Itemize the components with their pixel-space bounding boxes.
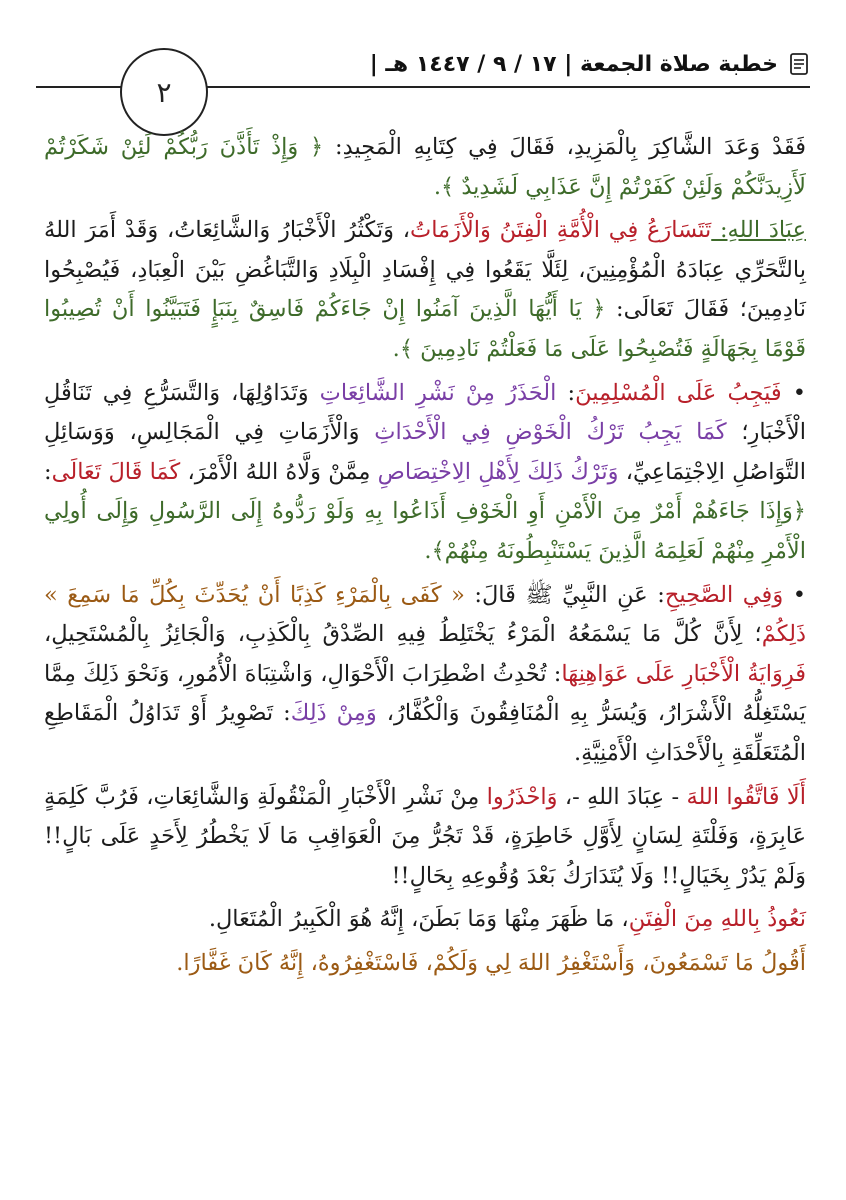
- emphasis-text: الْحَذَرُ مِنْ نَشْرِ الشَّائِعَاتِ: [319, 379, 557, 406]
- emphasis-text: تَتَسَارَعُ فِي الْأُمَّةِ الْفِتَنُ وَالْأَزَمَاتُ: [410, 217, 712, 244]
- hadith-quote: « كَفَى بِالْمَرْءِ كَذِبًا أَنْ يُحَدِّثَ بِكُلِّ مَا سَمِعَ »: [44, 581, 465, 608]
- quran-verse: ﴿ يَا أَيُّهَا الَّذِينَ آمَنُوا إِنْ جَاءَكُمْ فَاسِقٌ بِنَبَإٍ فَتَبَيَّنُوا أَنْ تُصِيبُوا قَوْمًا بِجَهَالَةٍ فَتُصْبِحُوا عَلَى مَا فَعَلْتُمْ نَادِمِينَ ﴾.: [44, 296, 806, 362]
- quran-verse: ﴿وَإِذَا جَاءَهُمْ أَمْرٌ مِنَ الْأَمْنِ أَوِ الْخَوْفِ أَذَاعُوا بِهِ وَلَوْ رَدُّوهُ إِلَى الرَّسُولِ وَإِلَى أُولِي الْأَمْرِ مِنْهُمْ لَعَلِمَهُ الَّذِينَ يَسْتَنْبِطُونَهُ مِنْهُمْ﴾.: [44, 498, 806, 564]
- paragraph-5: [44, 778, 806, 897]
- text: ، وَتَكْثُرُ الْأَخْبَارُ وَالشَّائِعَاتُ، وَقَدْ أَمَرَ اللهُ بِالتَّحَرِّي عِبَادَهُ الْمُؤْمِنِينَ، لِئَلَّا يَقَعُوا فِي إِفْسَادِ الْبِلَادِ وَالتَّبَاغُضِ بَيْنَ الْعِبَادِ، فَيُصْبِحُوا نَادِمِينَ؛ فَقَالَ تَعَالَى:: [44, 217, 806, 323]
- text: فَقَدْ وَعَدَ الشَّاكِرَ بِالْمَزِيدِ، فَقَالَ فِي كِتَابِهِ الْمَجِيدِ:: [323, 134, 806, 160]
- address-phrase: عِبَادَ اللهِ:: [711, 217, 806, 244]
- emphasis-text: كَمَا يَجِبُ تَرْكُ الْخَوْضِ فِي الْأَحْدَاثِ: [374, 419, 727, 446]
- paragraph-2: [44, 211, 806, 369]
- text: :: [556, 379, 576, 406]
- page-header: [108, 44, 810, 84]
- emphasis-text: وَتَرْكُ ذَلِكَ لِأَهْلِ الِاخْتِصَاصِ: [377, 458, 619, 485]
- emphasis-text: نَعُوذُ بِاللهِ مِنَ الْفِتَنِ: [628, 906, 806, 933]
- emphasis-text: وَفِي الصَّحِيحِ: [664, 581, 784, 608]
- emphasis-text: كَمَا قَالَ تَعَالَى: [51, 458, 181, 485]
- text: ؛ لِأَنَّ كُلَّ مَا يَسْمَعُهُ الْمَرْءُ يَخْتَلِطُ فِيهِ الصِّدْقُ بِالْكَذِبِ، وَالْجَائِزُ بِالْمُسْتَحِيلِ،: [44, 621, 762, 648]
- paragraph-6: [44, 900, 806, 940]
- emphasis-text: وَمِنْ ذَلِكَ: [290, 700, 377, 727]
- emphasis-text: وَاحْذَرُوا: [486, 783, 558, 810]
- text: وَالْأَزَمَاتِ فِي الْمَجَالِسِ، وَوَسَائِلِ التَّوَاصُلِ الِاجْتِمَاعِيِّ،: [44, 419, 806, 485]
- paragraph-1: [44, 128, 806, 207]
- text: ، مَا ظَهَرَ مِنْهَا وَمَا بَطَنَ، إِنَّهُ هُوَ الْكَبِيرُ الْمُتَعَالِ.: [208, 906, 629, 933]
- text: : تُحْدِثُ اضْطِرَابَ الْأَحْوَالِ، وَاشْتِبَاهَ الْأُمُورِ، وَنَحْوَ ذَلِكَ مِمَّا يَسْتَغِلُّهُ الْأَشْرَارُ، وَيُسَرُّ بِهِ الْمُنَافِقُونَ وَالْكُفَّارُ،: [44, 660, 806, 727]
- bullet: •: [783, 581, 806, 608]
- bullet: •: [781, 379, 806, 406]
- text: مِمَّنْ وَلَّاهُ اللهُ الْأَمْرَ،: [180, 458, 378, 485]
- paragraph-4: [44, 576, 806, 774]
- text: : تَصْوِيرُ أَوْ تَدَاوُلُ الْمَقَاطِعِ الْمُتَعَلِّقَةِ بِالْأَحْدَاثِ الْأَمْنِيَّةِ.: [44, 700, 806, 766]
- emphasis-text: فَيَجِبُ عَلَى الْمُسْلِمِينَ: [575, 379, 782, 406]
- sermon-body: [44, 128, 806, 987]
- khutbah-header-title: خطبة صلاة الجمعة | ١٧ / ٩ / ١٤٤٧ هـ |: [369, 51, 778, 77]
- text: مِنْ نَشْرِ الْأَخْبَارِ الْمَنْقُولَةِ وَالشَّائِعَاتِ، فَرُبَّ كَلِمَةٍ عَابِرَةٍ، وَفَلْتَةِ لِسَانٍ لِأَوَّلِ خَاطِرَةٍ، قَدْ تَجُرُّ مِنَ الْعَوَاقِبِ مَا لَا يَخْطُرُ لِأَحَدٍ عَلَى بَالٍ!! وَلَمْ يَدُرْ بِخَيَالٍ!! وَلَا يُتَدَارَكُ بَعْدَ وُقُوعِهِ بِحَالٍ!!: [44, 783, 806, 889]
- paragraph-7: [44, 944, 806, 984]
- closing-phrase: أَقُولُ مَا تَسْمَعُونَ، وَأَسْتَغْفِرُ اللهَ لِي وَلَكُمْ، فَاسْتَغْفِرُوهُ، إِنَّهُ كَانَ غَفَّارًا.: [176, 949, 806, 976]
- document-icon: [788, 52, 810, 76]
- paragraph-3: [44, 374, 806, 572]
- text: - عِبَادَ اللهِ -،: [557, 783, 687, 810]
- emphasis-text: ذَلِكُمْ: [761, 621, 806, 648]
- text: وَتَدَاوُلِهَا، وَالتَّسَرُّعِ فِي تَنَاقُلِ الْأَخْبَارِ؛: [44, 379, 807, 446]
- quran-verse: ﴿ وَإِذْ تَأَذَّنَ رَبُّكُمْ لَئِنْ شَكَرْتُمْ لَأَزِيدَنَّكُمْ وَلَئِنْ كَفَرْتُمْ إِنَّ عَذَابِي لَشَدِيدٌ ﴾.: [44, 134, 806, 200]
- emphasis-text: أَلَا فَاتَّقُوا اللهَ: [686, 783, 806, 810]
- emphasis-text: فَرِوَايَةُ الْأَخْبَارِ عَلَى عَوَاهِنِهَا: [561, 660, 806, 687]
- text: :: [44, 458, 52, 485]
- text: : عَنِ النَّبِيِّ ﷺ قَالَ:: [464, 581, 665, 608]
- page-number: [120, 48, 208, 136]
- page-number-text: ٢: [156, 75, 172, 109]
